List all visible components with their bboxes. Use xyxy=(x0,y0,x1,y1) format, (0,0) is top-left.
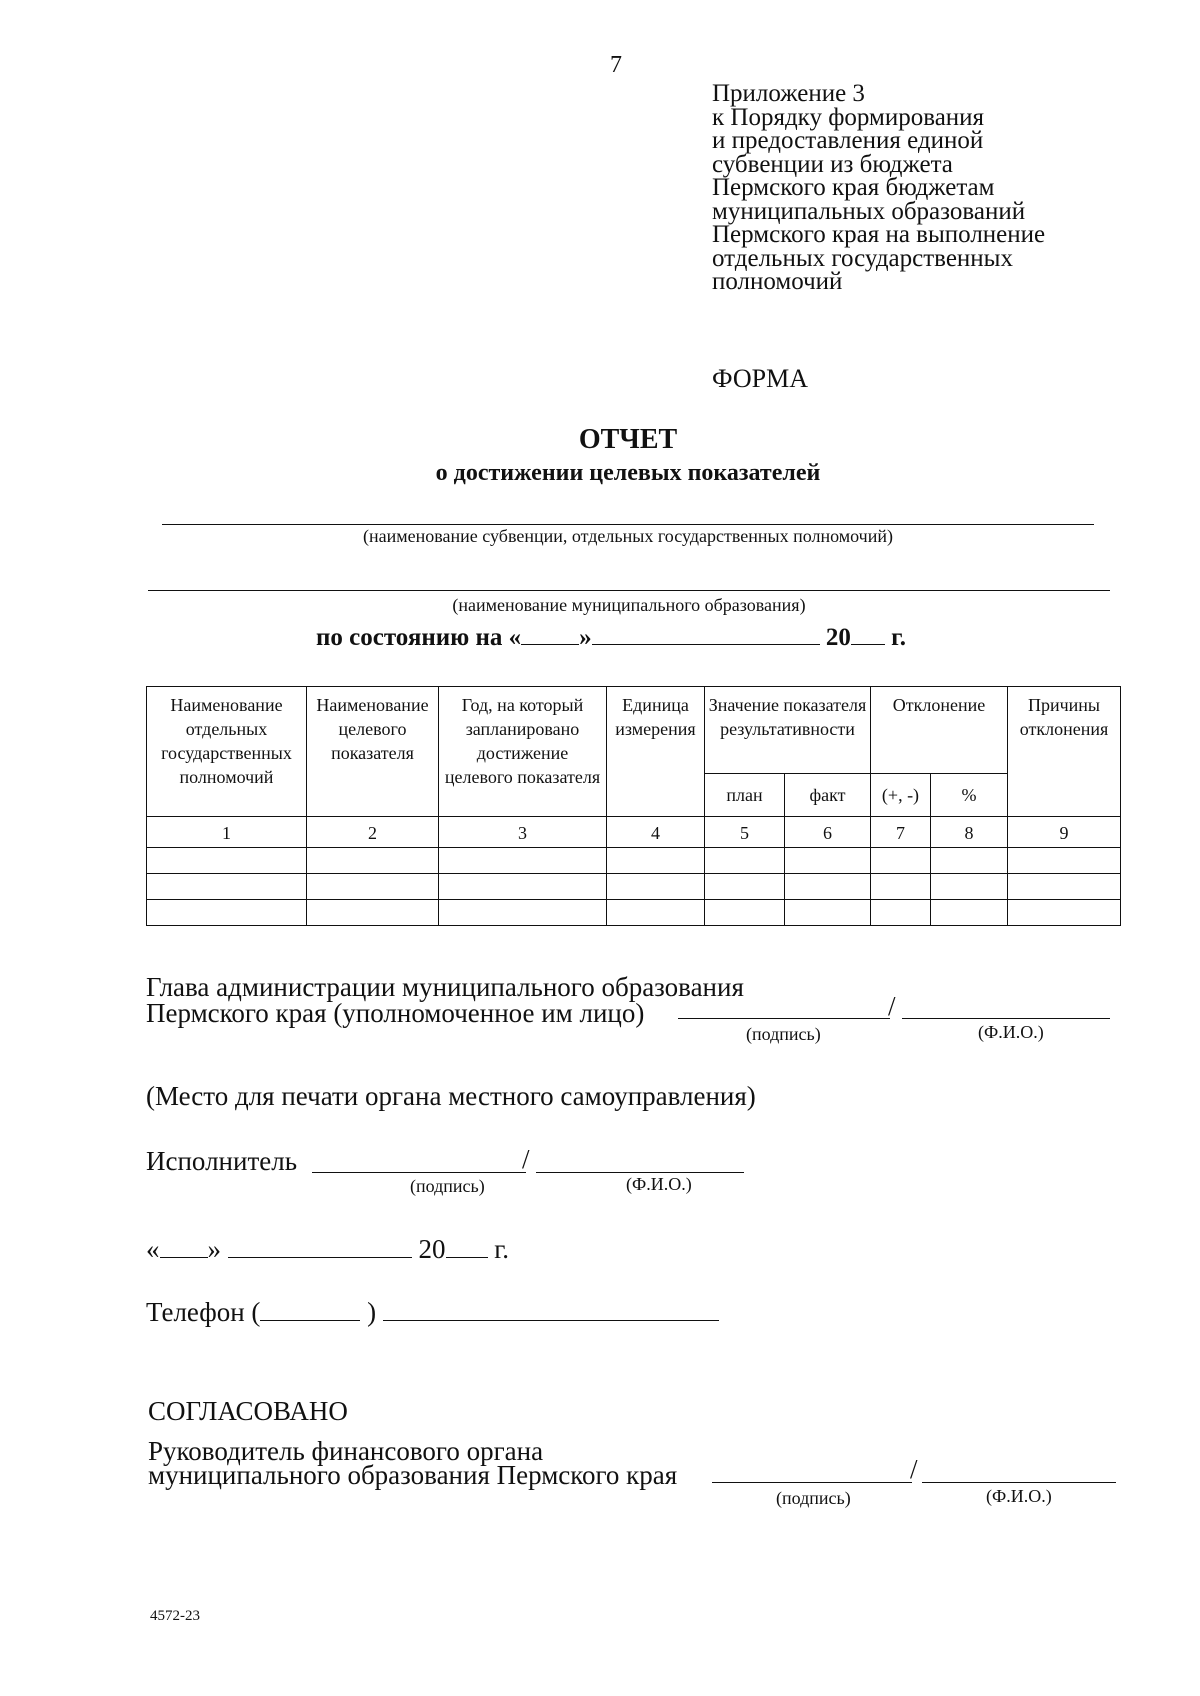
subvention-caption: (наименование субвенции, отдельных государственных полномочий) xyxy=(363,526,893,546)
appendix-line: Пермского края бюджетам xyxy=(712,174,995,201)
report-table xyxy=(146,686,1121,926)
header-plan: план xyxy=(705,774,785,817)
table-cell[interactable] xyxy=(785,848,871,874)
document-code: 4572-23 xyxy=(150,1608,200,1624)
phone-line xyxy=(146,1298,719,1325)
table-cell[interactable] xyxy=(785,874,871,900)
table-cell[interactable] xyxy=(931,848,1008,874)
phone-label: Телефон ( xyxy=(146,1297,261,1327)
table-cell[interactable] xyxy=(439,874,607,900)
table-cell[interactable] xyxy=(307,900,439,926)
column-number: 3 xyxy=(439,817,607,848)
approved-line1: Руководитель финансового органа xyxy=(148,1436,544,1466)
appendix-line: и предоставления единой xyxy=(712,127,984,154)
date-month-blank[interactable] xyxy=(228,1235,412,1258)
table-row xyxy=(147,848,1121,874)
as-of-date-line xyxy=(316,622,906,652)
appendix-line: полномочий xyxy=(712,268,843,295)
table-cell[interactable] xyxy=(439,848,607,874)
approved-name-blank[interactable] xyxy=(922,1482,1116,1483)
header-unit: Единица измерения xyxy=(607,687,705,817)
header-indicator: Наименование целевого показателя xyxy=(307,687,439,817)
executor-sign-caption: (подпись) xyxy=(410,1176,485,1196)
approved-sign-caption: (подпись) xyxy=(776,1488,851,1508)
column-number: 2 xyxy=(307,817,439,848)
appendix-line: отдельных государственных xyxy=(712,244,1013,272)
approved-signature-blank[interactable] xyxy=(712,1482,912,1483)
column-number: 6 xyxy=(785,817,871,848)
column-number: 9 xyxy=(1008,817,1121,848)
header-deviation-percent: % xyxy=(931,774,1008,817)
municipality-caption: (наименование муниципального образования) xyxy=(452,595,806,615)
head-name-blank[interactable] xyxy=(902,1018,1110,1019)
column-number: 8 xyxy=(931,817,1008,848)
phone-code-blank[interactable] xyxy=(260,1298,360,1321)
year-prefix: 20 xyxy=(825,624,851,651)
column-number: 5 xyxy=(705,817,785,848)
subvention-name-line[interactable] xyxy=(162,524,1094,525)
header-fact: факт xyxy=(785,774,871,817)
appendix-line: субвенции из бюджета xyxy=(712,150,953,178)
header-deviation-abs: (+, -) xyxy=(871,774,931,817)
executor-name-blank[interactable] xyxy=(536,1172,744,1173)
date-year-prefix: 20 xyxy=(418,1234,446,1264)
appendix-block xyxy=(712,82,1045,294)
approved-name-caption: (Ф.И.О.) xyxy=(986,1486,1052,1506)
appendix-line: муниципальных образований xyxy=(712,197,1026,225)
table-cell[interactable] xyxy=(1008,900,1121,926)
date-year-suffix: г. xyxy=(494,1234,510,1264)
column-number: 4 xyxy=(607,817,705,848)
year-suffix: г. xyxy=(891,624,906,651)
executor-slash: / xyxy=(522,1144,530,1174)
table-cell[interactable] xyxy=(1008,874,1121,900)
municipality-name-line[interactable] xyxy=(148,590,1110,591)
table-row xyxy=(147,874,1121,900)
table-cell[interactable] xyxy=(307,874,439,900)
executor-name-caption: (Ф.И.О.) xyxy=(626,1174,692,1194)
table-cell[interactable] xyxy=(147,900,307,926)
stamp-place: (Место для печати органа местного самоуправления) xyxy=(146,1081,756,1111)
table-cell[interactable] xyxy=(147,874,307,900)
table-cell[interactable] xyxy=(307,848,439,874)
appendix-line: Приложение 3 xyxy=(712,80,865,107)
head-signature-line1: Глава администрации муниципального образования xyxy=(146,972,744,1002)
table-cell[interactable] xyxy=(931,874,1008,900)
approved-label: СОГЛАСОВАНО xyxy=(148,1396,348,1426)
month-blank[interactable] xyxy=(592,622,820,645)
head-signature-slash: / xyxy=(888,991,896,1021)
form-label: ФОРМА xyxy=(712,364,808,393)
appendix-line: Пермского края на выполнение xyxy=(712,221,1046,248)
page-number: 7 xyxy=(610,52,622,78)
head-name-caption: (Ф.И.О.) xyxy=(978,1022,1044,1042)
approved-line2: муниципального образования Пермского края xyxy=(148,1460,678,1490)
report-title: ОТЧЕТ xyxy=(578,424,678,455)
as-of-prefix: по состоянию на « xyxy=(316,624,522,651)
column-number: 7 xyxy=(871,817,931,848)
header-year: Год, на который запланировано достижение целевого показателя xyxy=(439,687,607,817)
table-cell[interactable] xyxy=(785,900,871,926)
date-close-quote: » xyxy=(207,1234,221,1264)
table-cell[interactable] xyxy=(705,848,785,874)
table-cell[interactable] xyxy=(705,900,785,926)
column-number: 1 xyxy=(147,817,307,848)
column-number-row xyxy=(147,817,1121,848)
appendix-line: к Порядку формирования xyxy=(712,103,985,131)
table-cell[interactable] xyxy=(147,848,307,874)
table-cell[interactable] xyxy=(871,848,931,874)
date-line xyxy=(146,1235,509,1262)
head-sign-caption: (подпись) xyxy=(746,1024,821,1044)
as-of-mid: » xyxy=(579,624,592,651)
table-cell[interactable] xyxy=(607,900,705,926)
table-cell[interactable] xyxy=(1008,848,1121,874)
executor-signature-blank[interactable] xyxy=(312,1172,526,1173)
table-cell[interactable] xyxy=(871,874,931,900)
date-year-blank[interactable] xyxy=(446,1235,488,1258)
header-powers: Наименование отдельных государственных полномочий xyxy=(147,687,307,817)
header-deviation: Отклонение xyxy=(871,687,1008,774)
executor-label: Исполнитель xyxy=(146,1146,298,1176)
table-cell[interactable] xyxy=(871,900,931,926)
date-day-blank[interactable] xyxy=(160,1235,208,1258)
head-signature-line2: Пермского края (уполномоченное им лицо) xyxy=(146,998,645,1028)
year-blank[interactable] xyxy=(851,622,885,645)
table-cell[interactable] xyxy=(607,848,705,874)
day-blank[interactable] xyxy=(521,622,579,645)
table-cell[interactable] xyxy=(439,900,607,926)
table-cell[interactable] xyxy=(931,900,1008,926)
header-value: Значение показателя результативности xyxy=(705,687,871,774)
table-cell[interactable] xyxy=(705,874,785,900)
approved-slash: / xyxy=(910,1454,918,1484)
report-subtitle: о достижении целевых показателей xyxy=(435,460,821,486)
table-row xyxy=(147,900,1121,926)
header-reasons: Причины отклонения xyxy=(1008,687,1121,817)
phone-close: ) xyxy=(367,1297,377,1327)
table-cell[interactable] xyxy=(607,874,705,900)
phone-number-blank[interactable] xyxy=(383,1298,719,1321)
header-row xyxy=(147,687,1121,774)
date-open-quote: « xyxy=(146,1234,160,1264)
head-signature-blank[interactable] xyxy=(678,1018,890,1019)
